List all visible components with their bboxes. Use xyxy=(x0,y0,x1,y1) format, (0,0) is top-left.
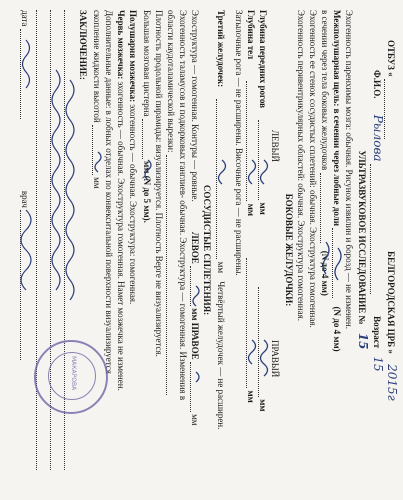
fissure-frontal-scribble xyxy=(335,248,341,280)
doctor-signature xyxy=(21,210,31,290)
horns-line: Затылочные рога — не расширены. Височные рога — не расширены. xyxy=(234,10,244,276)
ventricle-left-label: ЛЕВЫЙ xyxy=(270,130,280,162)
fissure-norm-2: (N до 4 мм) xyxy=(320,250,330,296)
fluid-scribble xyxy=(95,152,101,172)
front-horn-left-scribble xyxy=(261,160,268,184)
vascular-title: СОСУДИСТЫЕ СПЛЕТЕНИЯ: xyxy=(202,184,212,316)
third-ventricle-scribble xyxy=(219,160,226,184)
fissure-frontal: Межполушарная щель: в сечении через лобные доли xyxy=(332,10,342,227)
age-label: Возраст xyxy=(372,316,382,349)
hospital-date-handwritten: 2015г xyxy=(385,364,399,401)
title-text: УЛЬТРАЗВУКОВОЕ ИССЛЕДОВАНИЕ № xyxy=(357,150,367,325)
caudothalamic-label: области каудоталамической вырезки: xyxy=(166,10,176,153)
front-horn-right-mm: мм xyxy=(258,399,268,412)
body-right-mm: мм xyxy=(246,390,256,403)
cistern-norm: мм (N до 5 мм). xyxy=(142,161,152,223)
fluid-mm: мм xyxy=(92,177,102,189)
third-ventricle-mm: мм xyxy=(216,261,226,274)
parenchyma-line: Эхогенность паренхимы мозга: обычная. Рисунок извилин и борозд — не изменен. xyxy=(344,10,354,329)
body-right-scribble xyxy=(249,340,256,364)
periventricular-line: Эхогенность перивентрикулярных областей: обычная. Эхоструктура гомогенная. xyxy=(296,10,306,321)
date-handwriting xyxy=(23,40,30,88)
extra-line-1: Дополнительные данные: в лобных отделах по конвекситальной поверхности визуализируется xyxy=(104,10,114,374)
doctor-label: врач xyxy=(20,190,30,208)
ventricle-right-label: ПРАВЫЙ xyxy=(270,340,280,378)
fluid-label: скопление жидкости высотой xyxy=(92,10,102,123)
vascular-right: мм ПРАВОЕ xyxy=(190,308,200,360)
hemispheres-text: эхогенность — обычная. Эхоструктура: гомогенная. xyxy=(128,102,138,305)
fissure-bodies: в сечении через тела боковых желудочков xyxy=(320,10,330,171)
patient-name-handwritten: Рылова xyxy=(371,114,385,162)
worm-label: Червь мозжечка: xyxy=(116,10,126,80)
vascular-right-scribble xyxy=(196,372,199,382)
hemispheres-label: Полушария мозжечка: xyxy=(128,10,138,103)
department-label: ОТБУЗ « xyxy=(386,40,396,77)
fourth-ventricle-text: Четвёртый желудочек — не расширен. xyxy=(216,281,226,430)
conclusion-handwriting-2 xyxy=(52,70,60,290)
handwritten-notes xyxy=(15,10,398,490)
vascular-structure: Эхоструктура — гомогенная. Контуры — ровные. xyxy=(190,10,200,202)
vascular-left: ЛЕВОЕ xyxy=(190,231,200,264)
body-depth-label: Глубина тел xyxy=(246,10,256,60)
cistern-label: Большая мозговая цистерна xyxy=(142,10,152,117)
age-handwritten: 15 xyxy=(371,356,385,372)
hospital-name: БЕЛГОРОДСКАЯ ЦРБ » xyxy=(386,251,396,354)
conclusion-label: ЗАКЛЮЧЕНИЕ: xyxy=(78,10,88,80)
vascular-left-scribble xyxy=(193,286,199,306)
fissure-bodies-scribble xyxy=(323,242,329,274)
cistern-scribble xyxy=(145,160,151,180)
body-left-scribble xyxy=(249,160,256,184)
body-left-mm: мм xyxy=(246,203,256,216)
report-number-handwritten: 15 xyxy=(356,332,370,350)
thalamus-line: Эхогенность таламусов и подкорковых ганглиев- обычная. Эхоструктура — гомогенная. Изменения в xyxy=(178,10,188,401)
plexus-echo-line: Эхогенность ее стенок сосудистых сплетений: обычная. Эхоструктура гомогенная. xyxy=(308,10,318,328)
date-label: дата xyxy=(20,10,30,27)
lateral-ventricles-title: БОКОВЫЕ ЖЕЛУДОЧКИ: xyxy=(284,193,294,307)
ultrasound-report xyxy=(15,10,398,490)
fio-label: Ф.И.О. xyxy=(372,70,382,99)
worm-text: эхогенность — обычная. Эхоструктура гомогенная. Намет мозжечка не изменен. xyxy=(116,79,126,391)
conclusion-handwriting-1 xyxy=(66,80,74,300)
stamp-text: МАКАРОВА xyxy=(70,356,77,391)
pyramid-line: Плотность продольной пирамиды: визуализируется. Плотность Верге не визуализируется. xyxy=(154,10,164,357)
front-horn-right-scribble xyxy=(261,340,268,376)
third-ventricle-label: Третий желудочек: xyxy=(216,10,226,88)
vascular-right-mm: мм xyxy=(190,414,200,426)
front-horn-left-mm: мм xyxy=(258,202,268,215)
front-horn-label: Глубина передних рогов xyxy=(258,10,268,109)
fissure-norm-1: (N до 4 мм) xyxy=(332,306,342,352)
